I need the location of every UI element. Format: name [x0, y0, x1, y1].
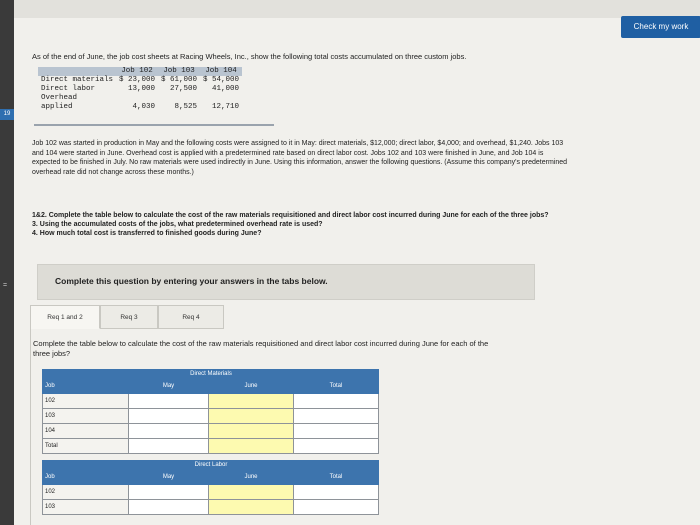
problem-paragraph: Job 102 was started in production in May and the following costs were assigned to it in May: direct materials, $12,000; direct labor, $4,000; and overhead, $1,240. Jobs 103 and 104 were started in June. Overhead cost is applied with a predetermined rate based on direct labor cost. Jobs 102 and 103 were finished in June, and Job 104 is expected to be finished in July. No raw materials were used indirectly in June. Using this information, answer the following questions. (Assume this company's predetermined overhead rate did not change across these months.)	[32, 140, 568, 176]
col-header-june: June	[209, 379, 294, 394]
cost-table-row	[38, 76, 242, 85]
cost-table-row	[38, 103, 242, 112]
question-item: 4. How much total cost is transferred to finished goods during June?	[32, 230, 262, 237]
labor-section-spacer	[43, 461, 129, 470]
question-item: 1&2. Complete the table below to calculate the cost of the raw materials requisitioned and direct labor cost incurred during June for each of the three jobs?	[32, 212, 549, 219]
col-header-total: Total	[294, 379, 379, 394]
labor-june-input[interactable]	[209, 500, 294, 515]
materials-section-spacer	[294, 370, 379, 379]
cost-row-label: Direct labor	[41, 85, 96, 93]
labor-may-input[interactable]	[129, 485, 209, 500]
table-row	[43, 439, 379, 454]
cost-cell: $ 61,000	[161, 76, 198, 84]
materials-total-input[interactable]	[294, 394, 379, 409]
cost-row-label: applied	[41, 103, 73, 111]
cost-cell: 4,030	[132, 103, 156, 111]
col-header-job: Job	[43, 470, 129, 485]
cost-table-row	[38, 94, 242, 103]
materials-june-input[interactable]	[209, 424, 294, 439]
panel-instructions: Complete the table below to calculate the cost of the raw materials requisitioned and direct labor cost incurred during June for each of the three jobs?	[33, 339, 489, 358]
cost-cell	[158, 94, 200, 103]
cost-table-row	[38, 85, 242, 94]
cost-cell: $ 23,000	[119, 76, 156, 84]
row-label-103: 103	[43, 500, 129, 515]
row-label-total: Total	[43, 439, 129, 454]
cost-table-header: Job 103	[158, 67, 200, 76]
question-list	[32, 211, 572, 238]
question-item: 3. Using the accumulated costs of the jobs, what predetermined overhead rate is used?	[32, 221, 323, 228]
tab-req-4[interactable]: Req 4	[158, 305, 224, 329]
col-header-total: Total	[294, 470, 379, 485]
row-label-103: 103	[43, 409, 129, 424]
left-mark: =	[3, 282, 8, 289]
table-row	[43, 424, 379, 439]
cost-cell: 13,000	[128, 85, 156, 93]
materials-june-input[interactable]	[209, 394, 294, 409]
instructions-banner	[37, 264, 535, 300]
materials-may-input[interactable]	[129, 424, 209, 439]
cost-cell: 12,710	[212, 103, 240, 111]
materials-total-input[interactable]	[294, 439, 379, 454]
job-cost-table	[38, 67, 242, 112]
materials-total-input[interactable]	[294, 424, 379, 439]
row-label-104: 104	[43, 424, 129, 439]
check-my-work-button[interactable]: Check my work	[621, 16, 700, 38]
labor-total-input[interactable]	[294, 500, 379, 515]
labor-section-spacer	[294, 461, 379, 470]
cost-cell	[116, 94, 158, 103]
materials-may-input[interactable]	[129, 439, 209, 454]
materials-may-input[interactable]	[129, 409, 209, 424]
tab-req-3[interactable]: Req 3	[100, 305, 158, 329]
cost-cell	[200, 94, 242, 103]
question-number-badge[interactable]: 19	[0, 109, 14, 120]
cost-table-header: Job 102	[116, 67, 158, 76]
cost-cell: 8,525	[174, 103, 198, 111]
labor-may-input[interactable]	[129, 500, 209, 515]
direct-labor-table	[42, 460, 379, 515]
labor-section-title: Direct Labor	[129, 461, 294, 470]
materials-total-input[interactable]	[294, 409, 379, 424]
question-page	[14, 0, 700, 525]
row-label-102: 102	[43, 485, 129, 500]
materials-may-input[interactable]	[129, 394, 209, 409]
direct-materials-table	[42, 369, 379, 454]
materials-june-input[interactable]	[209, 439, 294, 454]
labor-june-input[interactable]	[209, 485, 294, 500]
cost-row-label: Direct materials	[41, 76, 114, 84]
labor-total-input[interactable]	[294, 485, 379, 500]
cost-cell: 41,000	[212, 85, 240, 93]
table-row	[43, 485, 379, 500]
cost-table-divider	[34, 124, 274, 126]
table-row	[43, 394, 379, 409]
cost-cell: 27,500	[170, 85, 198, 93]
table-row	[43, 500, 379, 515]
cost-row-label: Overhead	[41, 94, 78, 102]
table-row	[43, 409, 379, 424]
materials-section-spacer	[43, 370, 129, 379]
materials-section-title: Direct Materials	[129, 370, 294, 379]
cost-table-corner	[38, 67, 116, 76]
top-bar	[14, 0, 700, 18]
col-header-may: May	[129, 379, 209, 394]
row-label-102: 102	[43, 394, 129, 409]
banner-text: Complete this question by entering your answers in the tabs below.	[55, 276, 328, 286]
cost-table-header: Job 104	[200, 67, 242, 76]
col-header-job: Job	[43, 379, 129, 394]
left-strip	[0, 0, 14, 525]
materials-june-input[interactable]	[209, 409, 294, 424]
problem-intro: As of the end of June, the job cost sheets at Racing Wheels, Inc., show the following total costs accumulated on three custom jobs.	[32, 52, 467, 61]
cost-cell: $ 54,000	[203, 76, 240, 84]
col-header-june: June	[209, 470, 294, 485]
col-header-may: May	[129, 470, 209, 485]
tab-req-1-and-2[interactable]: Req 1 and 2	[30, 305, 100, 329]
